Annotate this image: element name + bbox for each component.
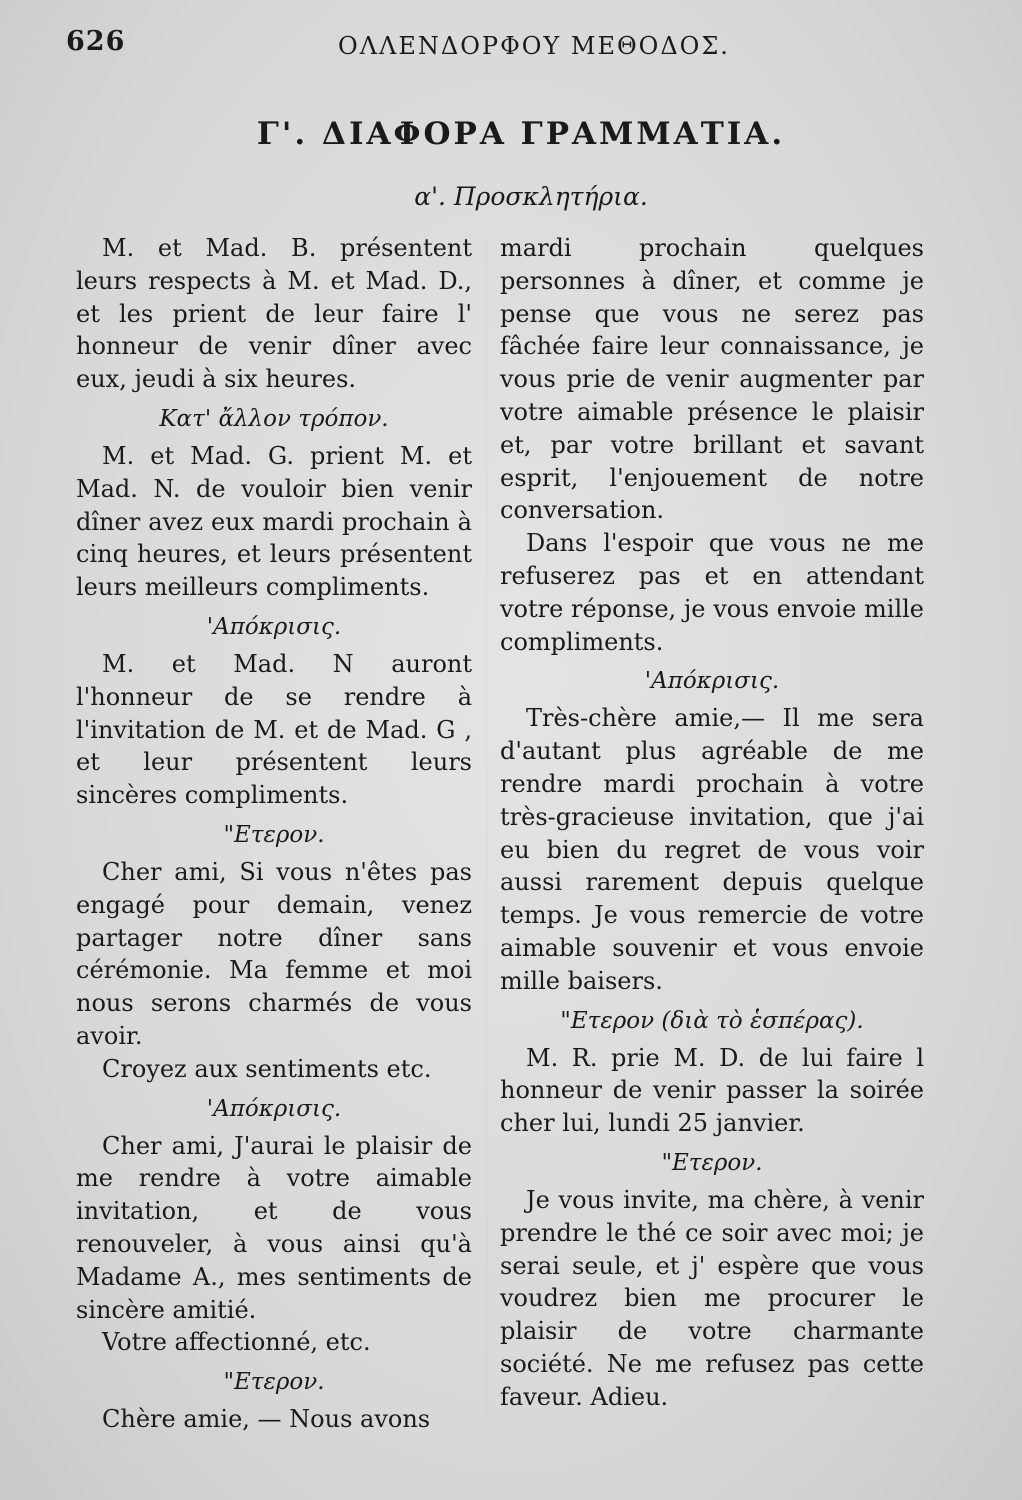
paragraph: Je vous invite, ma chère, à venir prendre le thé ce soir avec moi; je serai seule, et j' espère que vous voudrez bien me procurer le plaisir de votre charmante société. Ne me refusez pas cette faveur. Adieu. bbox=[500, 1185, 924, 1411]
subheading: Κατ' ἄλλον τρόπον. bbox=[159, 405, 389, 432]
subheading: "Ετερον. bbox=[661, 1149, 763, 1176]
subheading: 'Απόκρισις. bbox=[206, 613, 342, 640]
paragraph: M. et Mad. N auront l'honneur de se rendre à l'invitation de M. et de Mad. G , et leur présentent leurs sincères compliments. bbox=[76, 649, 472, 810]
running-title: ΟΛΛΕΝΔΟΡΦΟΥ ΜΕΘΟΔΟΣ. bbox=[338, 32, 730, 60]
paragraph: Très-chère amie,— Il me sera d'autant plus agréable de me rendre mardi prochain à votre très-gracieuse invitation, que j'ai eu bien du regret de vous voir aussi rarement depuis quelque temps. Je vous remercie de votre aimable souvenir et vous envoie mille baisers. bbox=[500, 704, 924, 995]
left-column bbox=[76, 232, 472, 1436]
subheading: "Ετερον. bbox=[223, 1369, 325, 1396]
paragraph: M. et Mad. G. prient M. et Mad. N. de vouloir bien venir dîner avez eux mardi prochain à cinq heures, et leurs présentent leurs meilleurs compliments. bbox=[76, 441, 472, 602]
paragraph: Cher ami, J'aurai le plaisir de me rendre à votre aimable invitation, et de vous renouveler, à vous ainsi qu'à Madame A., mes sentiments de sincère amitié. bbox=[76, 1131, 472, 1324]
paragraph: M. et Mad. B. présentent leurs respects à M. et Mad. D., et les prient de leur faire l' honneur de venir dîner avec eux, jeudi à six heures. bbox=[76, 234, 472, 394]
subheading: 'Απόκρισις. bbox=[206, 1095, 342, 1122]
paragraph: M. R. prie M. D. de lui faire l honneur de venir passer la soirée cher lui, lundi 25 janvier. bbox=[500, 1043, 924, 1138]
page-header bbox=[66, 26, 962, 66]
paragraph: Dans l'espoir que vous ne me refuserez pas et en attendant votre réponse, je vous envoie mille compliments. bbox=[500, 529, 924, 656]
paragraph: Croyez aux sentiments etc. bbox=[102, 1054, 432, 1083]
paragraph: Votre affectionné, etc. bbox=[102, 1328, 371, 1357]
section-title: Γ'. ΔΙΑΦΟΡΑ ΓΡΑΜΜΑΤΙΑ. bbox=[256, 116, 786, 152]
page-number: 626 bbox=[66, 26, 126, 57]
column-gutter bbox=[486, 240, 487, 1420]
right-column bbox=[500, 232, 924, 1414]
paragraph: Chère amie, — Nous avons bbox=[102, 1405, 431, 1434]
subheading: 'Απόκρισις. bbox=[644, 668, 780, 695]
paragraph: Cher ami, Si vous n'êtes pas engagé pour demain, venez partager notre dîner sans cérémonie. Ma femme et moi nous serons charmés de vous avoir. bbox=[76, 857, 472, 1050]
subheading: "Ετερον. bbox=[223, 821, 325, 848]
paragraph: mardi prochain quelques personnes à dîner, et comme je pense que vous ne serez pas fâchée faire leur connaissance, je vous prie de venir augmenter par votre aimable présence le plaisir et, par votre brillant et savant esprit, l'enjouement de notre conversation. bbox=[500, 234, 924, 525]
subheading: "Ετερον (διὰ τὸ ἑσπέρας). bbox=[560, 1007, 864, 1034]
section-subtitle: α'. Προσκλητήρια. bbox=[414, 182, 648, 211]
